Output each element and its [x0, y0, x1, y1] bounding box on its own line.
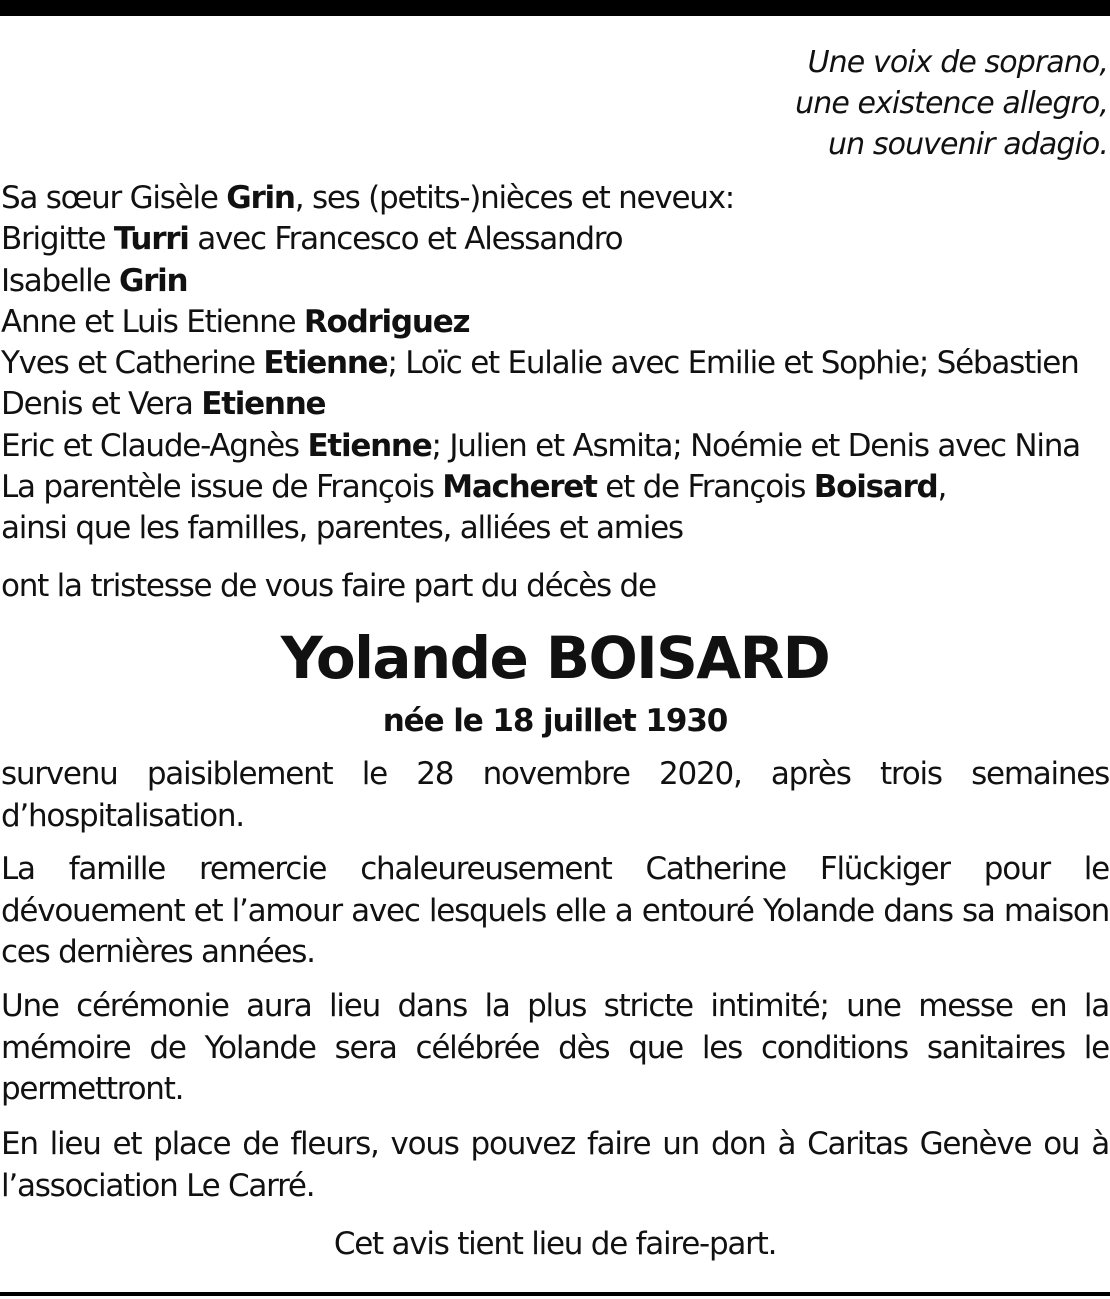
thanks-paragraph: La famille remercie chaleureusement Catherine Flückiger pour le dévouement et l’amour avec lesquels elle a entouré Yolande dans sa maison ces dernières années.	[1, 851, 1109, 970]
family-line	[1, 508, 1109, 549]
family-line	[1, 261, 1109, 302]
donation-paragraph: En lieu et place de fleurs, vous pouvez faire un don à Caritas Genève ou à l’association Le Carré.	[1, 1126, 1109, 1204]
family-surname: Etienne	[201, 386, 326, 423]
epigraph-line: Une voix de soprano,	[807, 45, 1108, 80]
family-text: La parentèle issue de François	[1, 469, 443, 506]
birth-date: née le 18 juillet 1930	[382, 703, 728, 739]
family-text: Denis et Vera	[1, 386, 202, 423]
top-border-rule	[0, 0, 1110, 16]
family-text: et de François	[596, 469, 814, 506]
family-surname: Grin	[118, 262, 188, 299]
family-text: Sa sœur Gisèle	[1, 180, 227, 216]
family-line	[1, 219, 1109, 260]
family-line	[1, 467, 1109, 508]
family-text: avec Francesco et Alessandro	[188, 221, 623, 258]
announcement-text: ont la tristesse de vous faire part du décès de	[1, 568, 656, 604]
family-text: Anne et Luis Etienne	[1, 303, 304, 340]
family-text: Brigitte	[1, 221, 114, 258]
family-text: Isabelle	[1, 262, 119, 299]
closing-note: Cet avis tient lieu de faire-part.	[333, 1226, 777, 1262]
family-text: ,	[937, 469, 947, 506]
family-surname: Turri	[113, 221, 189, 258]
deceased-name: Yolande BOISARD	[280, 624, 830, 692]
bottom-border-rule	[0, 1292, 1110, 1296]
family-text: ; Julien et Asmita; Noémie et Denis avec Nina	[431, 427, 1080, 464]
family-line	[1, 343, 1109, 384]
family-line	[1, 384, 1109, 425]
family-text: ; Loïc et Eulalie avec Emilie et Sophie; Sébastien	[387, 345, 1079, 382]
family-surname: Grin	[226, 180, 295, 216]
family-text: ainsi que les familles, parentes, alliées et amies	[1, 510, 683, 547]
death-circumstances-paragraph: survenu paisiblement le 28 novembre 2020, après trois semaines d’hospitalisation.	[1, 756, 1109, 834]
ceremony-paragraph: Une cérémonie aura lieu dans la plus stricte intimité; une messe en la mémoire de Yolande sera célébrée dès que les conditions sanitaires le permettront.	[1, 988, 1109, 1107]
epigraph	[795, 42, 1108, 165]
family-surname: Rodriguez	[303, 303, 470, 340]
family-line	[1, 302, 1109, 343]
epigraph-line: un souvenir adagio.	[828, 127, 1108, 162]
family-line	[1, 178, 1109, 219]
epigraph-line: une existence allegro,	[795, 86, 1108, 121]
family-surname: Macheret	[442, 469, 597, 506]
family-surname: Boisard	[813, 469, 938, 506]
family-text: , ses (petits-)nièces et neveux:	[294, 180, 734, 216]
family-line	[1, 426, 1109, 467]
family-surname: Etienne	[307, 427, 432, 464]
family-list	[1, 178, 1109, 550]
family-surname: Etienne	[263, 345, 388, 382]
family-text: Eric et Claude-Agnès	[1, 427, 308, 464]
family-text: Yves et Catherine	[1, 345, 264, 382]
